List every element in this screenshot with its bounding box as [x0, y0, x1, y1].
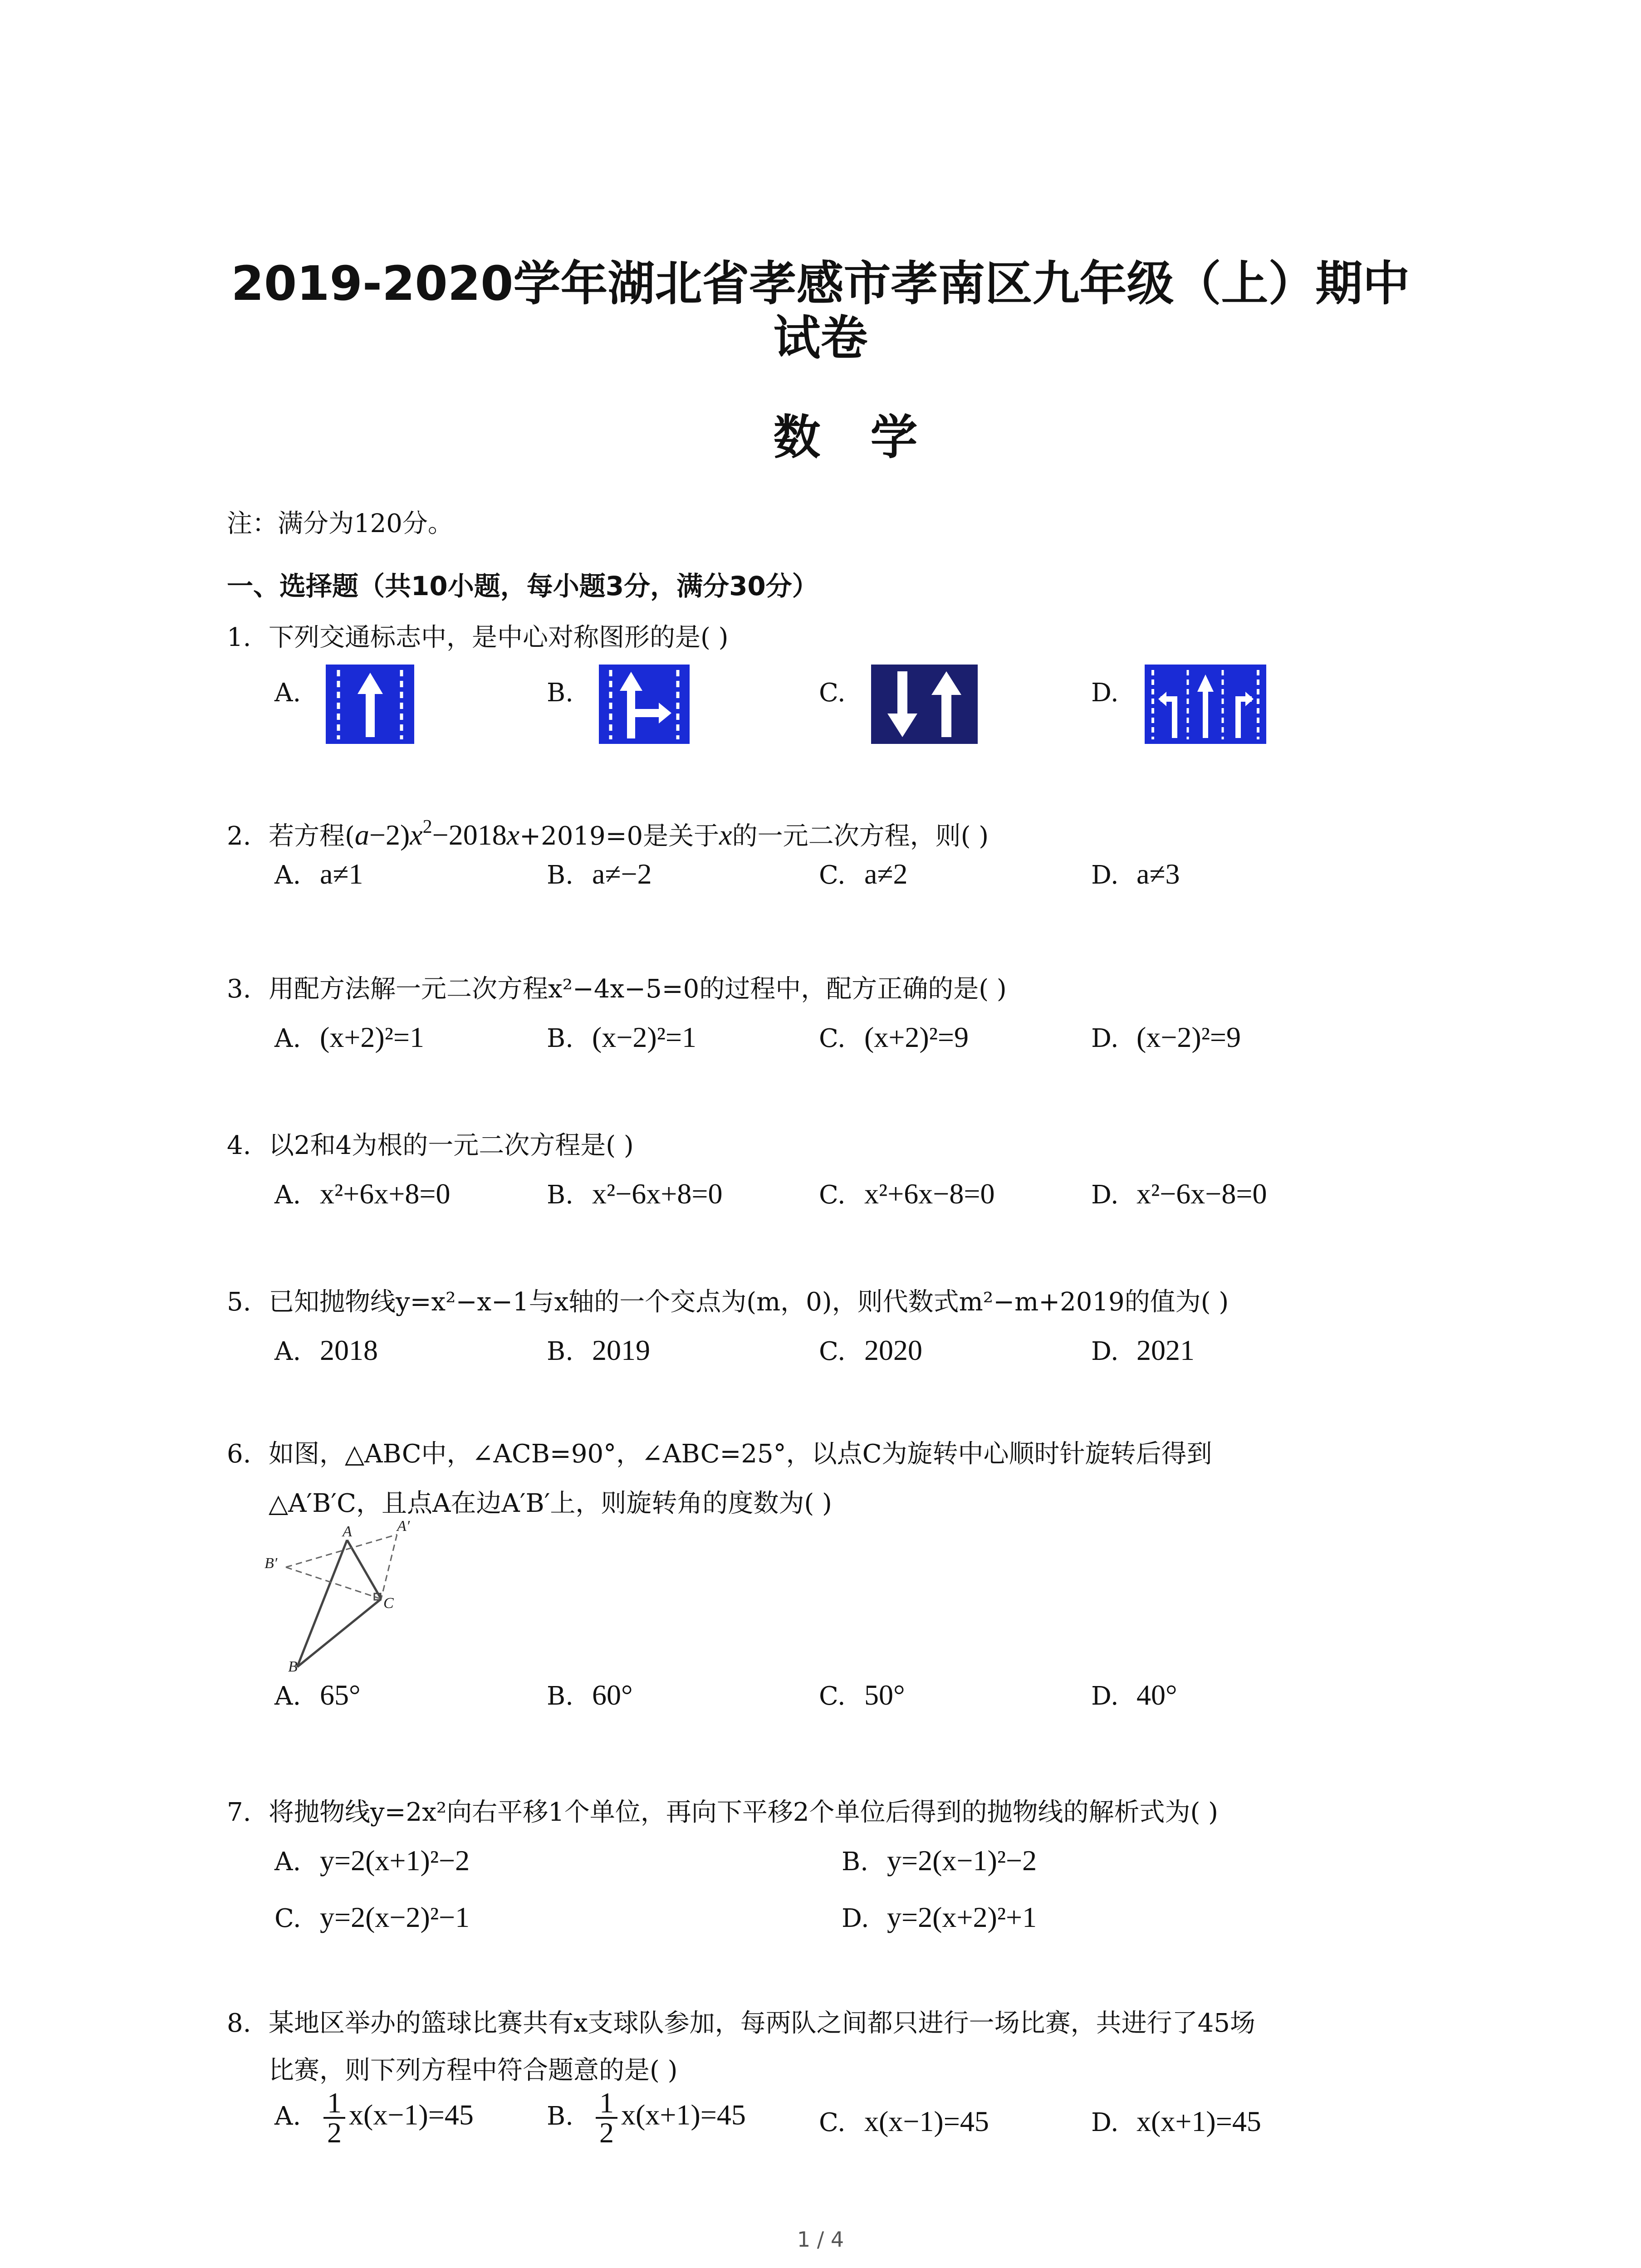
fraction-denominator: 2: [599, 2116, 614, 2149]
option-value: a≠2: [864, 858, 908, 890]
question-3: [227, 966, 1007, 1012]
option-3d: [1091, 1021, 1241, 1054]
option-letter: B.: [547, 1180, 573, 1210]
option-value: 2020: [864, 1334, 922, 1366]
question-5: [227, 1279, 1229, 1325]
option-value: 2019: [592, 1334, 650, 1366]
label-a-prime: A′: [397, 1518, 410, 1535]
option-value: 2018: [320, 1334, 378, 1366]
question-6: [227, 1431, 1212, 1477]
option-3a: [274, 1021, 424, 1054]
traffic-sign-straight-icon: [326, 665, 414, 744]
option-1d-label: D.: [1091, 678, 1119, 708]
question-number: 8.: [227, 2009, 251, 2038]
label-a: A: [343, 1523, 352, 1540]
option-letter: C.: [819, 860, 846, 890]
option-3c: [819, 1021, 969, 1054]
question-number: 1.: [227, 623, 251, 652]
option-2d: [1091, 857, 1180, 891]
option-8c: [819, 2105, 989, 2138]
question-4: [227, 1123, 634, 1169]
option-1a-label: A.: [274, 678, 301, 708]
option-value: y=2(x+2)²+1: [887, 1901, 1037, 1933]
question-stem: 以2和4为根的一元二次方程是( ): [269, 1131, 634, 1160]
option-letter: A.: [274, 1180, 301, 1210]
option-value: x²+6x−8=0: [864, 1178, 995, 1210]
fraction-denominator: 2: [327, 2116, 342, 2149]
option-6a: [274, 1678, 361, 1712]
question-6-stem-line2: △A′B′C，且点A在边A′B′上，则旋转角的度数为( ): [269, 1489, 832, 1518]
traffic-sign-straight-right-icon: [599, 665, 690, 744]
traffic-sign-two-way-icon: [871, 665, 978, 744]
option-value: x(x−1)=45: [864, 2105, 989, 2137]
math-var: x: [410, 819, 423, 851]
option-letter: D.: [1091, 1681, 1119, 1711]
math-var: x: [719, 819, 732, 851]
option-value: x(x−1)=45: [349, 2098, 474, 2131]
stem-text: 的一元二次方程，则( ): [732, 821, 989, 851]
option-value: x²+6x+8=0: [320, 1178, 451, 1210]
question-stem-line1: 某地区举办的篮球比赛共有x支球队参加，每两队之间都只进行一场比赛，共进行了45场: [269, 2009, 1255, 2038]
question-number: 6.: [227, 1439, 251, 1469]
option-value: (x+2)²=1: [320, 1021, 424, 1053]
option-letter: C.: [819, 1180, 846, 1210]
option-7c: [274, 1901, 470, 1934]
option-value: 40°: [1136, 1679, 1177, 1711]
page-number: 1 / 4: [797, 2227, 844, 2252]
option-letter: D.: [1091, 860, 1119, 890]
option-letter: D.: [1091, 1180, 1119, 1210]
option-value: x(x+1)=45: [1136, 2105, 1261, 2137]
option-letter: A.: [274, 2101, 301, 2131]
section-heading: 一、选择题（共10小题，每小题3分，满分30分）: [227, 571, 818, 601]
option-letter: A.: [274, 860, 301, 890]
question-8: [227, 2000, 1255, 2047]
option-value: (x−2)²=9: [1136, 1021, 1241, 1053]
question-1: [227, 615, 729, 661]
option-2a: [274, 857, 363, 891]
option-letter: A.: [274, 1847, 301, 1877]
fraction-one-half: [323, 2089, 345, 2147]
stem-text: +2019=0是关于: [519, 821, 720, 851]
option-value: 50°: [864, 1679, 905, 1711]
traffic-sign-multi-lane-icon: [1145, 665, 1266, 744]
question-number: 5.: [227, 1287, 251, 1317]
question-stem: 已知抛物线y=x²−x−1与x轴的一个交点为(m，0)，则代数式m²−m+2019的值为( ): [269, 1287, 1229, 1317]
option-value: 2021: [1136, 1334, 1195, 1366]
question-stem-line1: 如图，△ABC中，∠ACB=90°，∠ABC=25°，以点C为旋转中心顺时针旋转后得到: [269, 1439, 1212, 1469]
option-value: (x+2)²=9: [864, 1021, 969, 1053]
question-stem: 用配方法解一元二次方程x²−4x−5=0的过程中，配方正确的是( ): [269, 974, 1007, 1004]
option-letter: B.: [547, 2101, 573, 2131]
option-value: x²−6x+8=0: [592, 1178, 723, 1210]
option-8d: [1091, 2105, 1261, 2138]
option-7d: [842, 1901, 1037, 1934]
option-letter: C.: [819, 2108, 846, 2137]
rotated-triangle-figure: [261, 1517, 429, 1674]
question-number: 3.: [227, 974, 251, 1004]
option-letter: B.: [842, 1847, 868, 1877]
option-letter: A.: [274, 1337, 301, 1366]
math-var: a: [354, 819, 369, 851]
option-letter: C.: [819, 1024, 846, 1053]
question-stem: 将抛物线y=2x²向右平移1个单位，再向下平移2个单位后得到的抛物线的解析式为( ): [269, 1798, 1218, 1827]
option-value: a≠1: [320, 858, 363, 890]
question-number: 7.: [227, 1798, 251, 1827]
option-value: y=2(x−2)²−1: [320, 1901, 470, 1933]
option-value: (x−2)²=1: [592, 1021, 696, 1053]
option-letter: D.: [1091, 1337, 1119, 1366]
option-5d: [1091, 1334, 1195, 1367]
question-number: 4.: [227, 1131, 251, 1160]
option-7b: [842, 1844, 1037, 1877]
option-letter: B.: [547, 860, 573, 890]
option-letter: D.: [1091, 2108, 1119, 2137]
option-letter: C.: [819, 1337, 846, 1366]
question-2: [227, 812, 989, 860]
question-number: 2.: [227, 821, 251, 851]
option-value: 60°: [592, 1679, 633, 1711]
option-6d: [1091, 1678, 1177, 1712]
question-8-stem-line2: 比赛，则下列方程中符合题意的是( ): [269, 2056, 678, 2085]
option-value: 65°: [320, 1679, 361, 1711]
option-7a: [274, 1844, 470, 1877]
exam-title-line2: 试卷: [773, 310, 868, 366]
label-b-prime: B′: [265, 1555, 278, 1572]
option-1b-label: B.: [547, 678, 573, 708]
option-6b: [547, 1678, 633, 1712]
option-5b: [547, 1334, 650, 1367]
option-6c: [819, 1678, 905, 1712]
option-value: a≠−2: [592, 858, 652, 890]
option-letter: A.: [274, 1681, 301, 1711]
option-8b: [547, 2089, 746, 2147]
math-text: −2018: [432, 819, 507, 851]
option-letter: B.: [547, 1681, 573, 1711]
question-stem: 下列交通标志中，是中心对称图形的是( ): [269, 623, 729, 652]
option-value: a≠3: [1136, 858, 1180, 890]
math-exponent: 2: [422, 816, 432, 837]
score-note: 注：满分为120分。: [227, 509, 453, 538]
option-letter: B.: [547, 1024, 573, 1053]
option-8a: [274, 2089, 474, 2147]
math-var: x: [506, 819, 520, 851]
option-1c-label: C.: [819, 678, 846, 708]
option-value: x(x+1)=45: [621, 2098, 746, 2131]
option-4c: [819, 1177, 994, 1211]
fraction-numerator: 1: [323, 2089, 345, 2119]
stem-text: 若方程(: [269, 821, 355, 851]
option-letter: D.: [842, 1904, 869, 1933]
subject-title: 数学: [773, 410, 968, 465]
option-3b: [547, 1021, 696, 1054]
label-b: B: [288, 1658, 298, 1674]
label-c: C: [383, 1595, 394, 1612]
exam-title-line1: 2019-2020学年湖北省孝感市孝南区九年级（上）期中: [231, 256, 1410, 311]
fraction-numerator: 1: [596, 2089, 617, 2119]
option-4a: [274, 1177, 450, 1211]
fraction-one-half: [596, 2089, 617, 2147]
option-4d: [1091, 1177, 1267, 1211]
option-letter: A.: [274, 1024, 301, 1053]
question-7: [227, 1789, 1218, 1836]
option-letter: B.: [547, 1337, 573, 1366]
option-letter: D.: [1091, 1024, 1119, 1053]
option-2b: [547, 857, 652, 891]
option-5a: [274, 1334, 378, 1367]
option-4b: [547, 1177, 722, 1211]
option-5c: [819, 1334, 922, 1367]
option-letter: C.: [274, 1904, 301, 1933]
option-value: x²−6x−8=0: [1136, 1178, 1267, 1210]
math-text: −2): [369, 819, 410, 851]
option-value: y=2(x−1)²−2: [887, 1844, 1037, 1877]
option-letter: C.: [819, 1681, 846, 1711]
option-value: y=2(x+1)²−2: [320, 1844, 470, 1877]
option-2c: [819, 857, 908, 891]
